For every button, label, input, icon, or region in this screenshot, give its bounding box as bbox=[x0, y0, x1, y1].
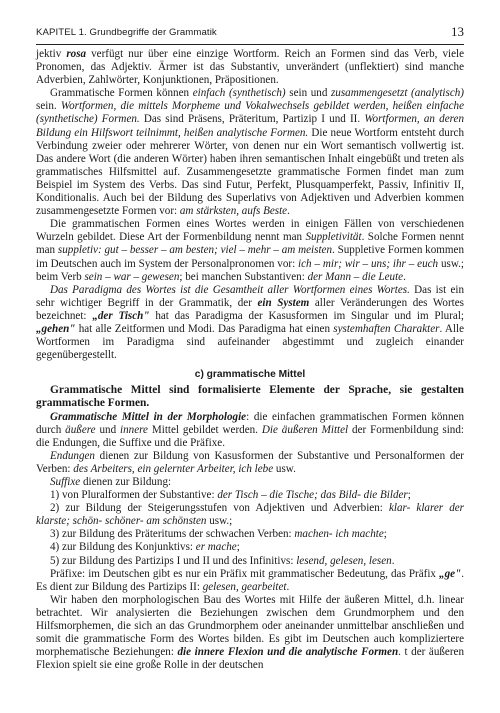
list-item: 2) zur Bildung der Steigerungsstufen von Adjektiven und Adverbien: klar- klarer der klarste; schön- schöner- am schönsten usw.; bbox=[36, 502, 464, 528]
paragraph-morphology-means: Grammatische Mittel in der Morphologie: die einfachen grammatischen Formen können durch äußere und innere Mittel gebildet werden. Die äußeren Mittel der Formenbildung sind: die Endungen, die Suffixe und die Präfixe. bbox=[36, 410, 464, 449]
paragraph-prefixes: Präfixe: im Deutschen gibt es nur ein Präfix mit grammatischer Bedeutung, das Präfix „ge". Es dient zur Bildung des Partizips II: gelesen, gearbeitet. bbox=[36, 567, 464, 593]
paragraph-rosa: jektiv rosa verfügt nur über eine einzige Wortform. Reich an Formen sind das Verb, viele Pronomen, das Adjektiv. Ärmer ist das Substantiv, unverändert (unflektiert) sind manche Adverbien, Zahlwörter, Konjunktionen, Präpositionen. bbox=[36, 48, 465, 87]
list-item: 5) zur Bildung des Partizips I und II und des Infinitivs: lesend, gelesen, lesen. bbox=[50, 554, 395, 567]
section-lead: Grammatische Mittel sind formalisierte Elemente der Sprache, sie gestalten grammatische Formen. bbox=[36, 384, 464, 410]
paragraph-paradigm: Das Paradigma des Wortes ist die Gesamtheit aller Wortformen eines Wortes. Das ist ein sehr wichtiger Begriff in der Grammatik, der ein System aller Veränderungen des Wortes bezeichnet: „der Tisch" hat das Paradigma der Kasusformen im Singular und im Plural; „gehen" hat alle Zeitformen und Modi. Das Paradigma hat einen systemhaften Charakter. Alle Wortformen im Paradigma sind aufeinander abgestimmt und zugleich einander gegenübergestellt. bbox=[36, 283, 465, 362]
page-number: 13 bbox=[451, 24, 464, 39]
chapter-title: KAPITEL 1. Grundbegriffe der Grammatik bbox=[36, 27, 217, 38]
list-item: 3) zur Bildung des Präteritums der schwachen Verben: machen- ich machte; bbox=[50, 528, 387, 541]
page-body bbox=[36, 48, 464, 672]
paragraph-suffixes: Suffixe dienen zur Bildung: bbox=[50, 476, 172, 488]
paragraph-synthetic-analytic: Grammatische Formen können einfach (synthetisch) sein und zusammengesetzt (analytisch) sein. Wortformen, die mittels Morpheme und Vokalwechsels gebildet werden, heißen einfache (synthetische) Formen. Das sind Präsens, Präteritum, Partizip I und II. Wortformen, an deren Bildung ein Hilfswort teilnimmt, heißen analytische Formen. Die neue Wortform entsteht durch Verbindung zweier oder mehrerer Wörter, von denen nur ein Wort semantisch vollwertig ist. Das andere Wort (die anderen Wörter) haben ihren semantischen Inhalt eingebüßt und treten als grammatisches Hilfsmittel auf. Zusammengesetzte grammatische Formen findet man zum Beispiel im System des Verbs. Das sind Futur, Perfekt, Plusquamperfekt, Passiv, Infinitiv II, Konditionalis. Auch bei der Bildung des Superlativs von Adjektiven und Adverbien kommen zusammengesetzte Formen vor: am stärksten, aufs Beste. bbox=[36, 87, 464, 218]
paragraph-morphological-structure: Wir haben den morphologischen Bau des Wortes mit Hilfe der äußeren Mittel, d.h. linear betrachtet. Wir analysierten die Beziehungen zwischen dem Grundmorphem und den Hilfsmorphemen, die sich an das Grundmorphem oder aneinander unmittelbar anschließen und somit die grammatische Form des Wortes bilden. Es gibt im Deutschen auch kompliziertere morphematische Beziehungen: die innere Flexion und die analytische Formen. t der äußeren Flexion spielt sie eine große Rolle in der deutschen bbox=[36, 593, 465, 672]
page-header bbox=[36, 26, 464, 45]
list-item: 1) von Pluralformen der Substantive: der Tisch – die Tische; das Bild- die Bilder; bbox=[50, 489, 411, 502]
section-heading: c) grammatische Mittel bbox=[194, 369, 306, 381]
paragraph-suppletion: Die grammatischen Formen eines Wortes werden in einigen Fällen von verschiedenen Wurzeln gebildet. Diese Art der Formenbildung nennt man Suppletivität. Solche Formen nennt man suppletiv: gut – besser – am besten; viel – mehr – am meisten. Suppletive Formen kommen im Deutschen auch im System der Personalpronomen vor: ich – mir; wir – uns; ihr – euch usw.; beim Verb sein – war – gewesen; bei manchen Substantiven: der Mann – die Leute. bbox=[36, 218, 464, 283]
paragraph-endings: Endungen dienen zur Bildung von Kasusformen der Substantive und Personalformen der Verben: des Arbeiters, ein gelernter Arbeiter, ich lebe usw. bbox=[36, 449, 464, 475]
list-item: 4) zur Bildung des Konjunktivs: er mache; bbox=[50, 541, 240, 554]
